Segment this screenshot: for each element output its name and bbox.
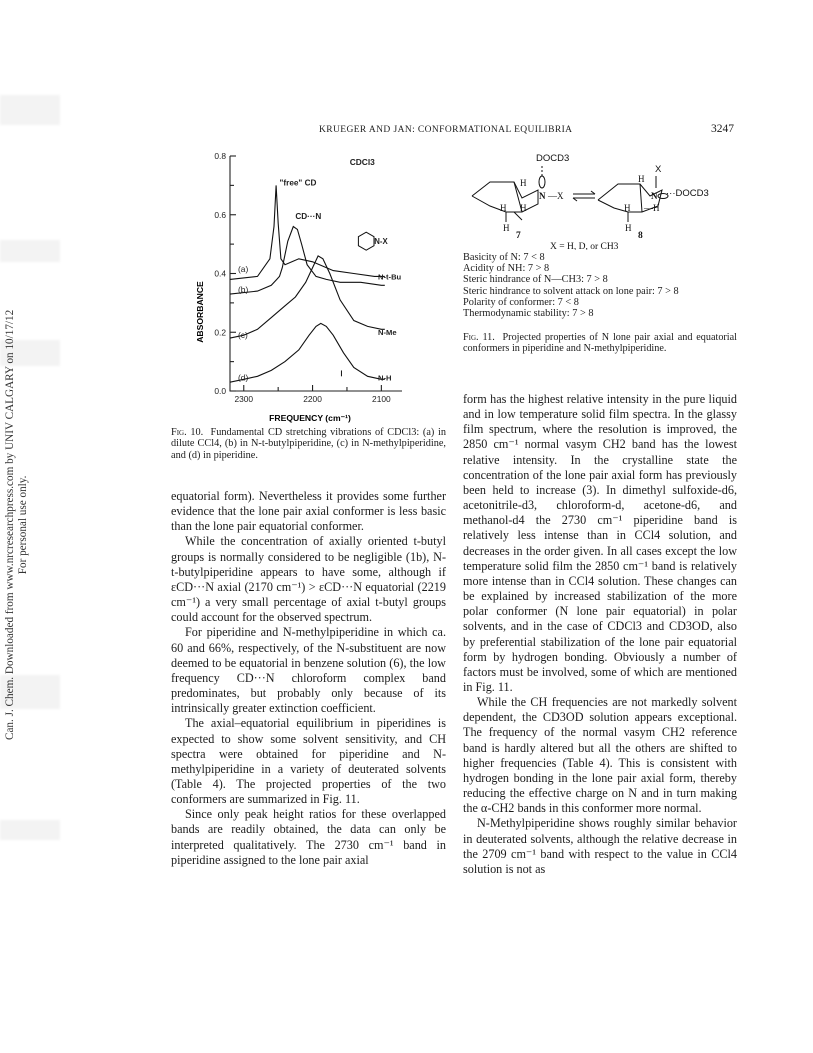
series-line — [230, 323, 385, 382]
property-line: Basicity of N: 7 < 8 — [463, 252, 545, 263]
svg-text:H: H — [638, 174, 645, 184]
paragraph: Since only peak height ratios for these overlapped bands are readily obtained, the data can only be interpreted qualitatively. The 2730 cm⁻¹ band in piperidine assigned to the lone pair axial — [171, 807, 446, 867]
x-tick-label: 2300 — [234, 394, 254, 404]
y-tick-label: 0.0 — [214, 386, 226, 396]
svg-text:H: H — [500, 203, 507, 213]
y-tick-label: 0.6 — [214, 209, 226, 220]
solvent-label: CDCl3 — [349, 156, 375, 167]
body-column-right — [463, 392, 737, 877]
chart-tick-labels — [214, 151, 391, 404]
figure-11-caption — [463, 332, 737, 355]
svg-text:N: N — [651, 191, 658, 201]
curve-label: (b) — [238, 284, 249, 295]
cd-n-label: CD···N — [295, 212, 322, 222]
watermark-line-1: Can. J. Chem. Downloaded from www.nrcresearchpress.com by UNIV CALGARY on 10/17/12 — [4, 309, 16, 740]
conformer-7-atoms — [500, 178, 564, 233]
x-substituent-label: X — [655, 164, 662, 175]
y-tick-label: 0.8 — [214, 151, 226, 161]
free-cd-label: "free" CD — [279, 178, 317, 188]
svg-text:H: H — [503, 223, 510, 233]
svg-text:H: H — [520, 203, 527, 213]
x-axis-label: FREQUENCY (cm⁻¹) — [269, 413, 351, 423]
y-tick-label: 0.2 — [214, 327, 226, 338]
y-tick-label: 0.4 — [214, 268, 226, 279]
property-line: Steric hindrance of N—CH3: 7 > 8 — [463, 274, 608, 286]
svg-text:N: N — [539, 191, 546, 201]
curve-name: N-H — [378, 373, 392, 383]
curve-label: (d) — [238, 372, 249, 383]
download-watermark — [4, 310, 30, 740]
x-tick-label: 2100 — [372, 394, 391, 404]
curve-name: N-t-Bu — [378, 272, 402, 282]
curve-label: (a) — [238, 264, 249, 275]
page-number: 3247 — [711, 123, 734, 135]
caption-label: Fig. 11. — [463, 332, 495, 343]
svg-text:H: H — [625, 223, 632, 233]
running-head: KRUEGER AND JAN: CONFORMATIONAL EQUILIBRIA — [319, 125, 573, 135]
ring-substituent-label: N-X — [374, 237, 388, 247]
property-line: Thermodynamic stability: 7 > 8 — [463, 308, 594, 320]
figure-11-properties — [463, 252, 679, 319]
docd3-top-label: DOCD3 — [536, 153, 570, 164]
paragraph: N-Methylpiperidine shows roughly similar behavior in deuterated solvents, although the relative decrease in the 2709 cm⁻¹ band with respect to the value in CCl4 solution is not as — [463, 816, 737, 876]
conformer-8-structure — [598, 176, 668, 222]
body-column-left — [171, 489, 446, 868]
piperidine-ring-icon — [358, 232, 374, 250]
svg-text:—H: —H — [644, 203, 660, 213]
property-line: Acidity of NH: 7 > 8 — [463, 263, 550, 275]
paragraph: While the concentration of axially oriented t-butyl groups is normally considered to be negligible (1b), N-t-butylpiperidine appears to have some, although if εCD···N axial (2170 cm⁻¹) > εCD···N equatorial (2219 cm⁻¹) a very small percentage of axial t-butyl groups could account for the observed spectrum. — [171, 534, 446, 625]
paragraph: form has the highest relative intensity in the pure liquid and in low temperature solid film spectra. In the glassy film spectrum, where the resolution is improved, the 2850 cm⁻¹ normal νasym CH2 band has the lowest relative intensity. In the crystalline state the concentration of the lone pair axial form has previously been held to increase (3). In dimethyl sulfoxide-d6, acetonitrile-d3, chloroform-d, acetone-d6, and methanol-d4 the 2730 cm⁻¹ piperidine band is relatively less intense than in CCl4 solution, and decreases in the order given. In all cases except the low temperature solid film the 2850 cm⁻¹ band is relatively more intense than in CCl4 solution. These changes can be explained by increased stabilization of the more polar conformer (N lone pair equatorial) in polar solvents, and in the case of CDCl3 and CD3OD, also by preferential stabilization of the lone pair equatorial form by hydrogen bonding. Obviously a number of factors must be involved, some of which are mentioned in Fig. 11. — [463, 392, 737, 694]
svg-text:—X: —X — [548, 191, 564, 201]
property-line: Polarity of conformer: 7 < 8 — [463, 296, 579, 308]
caption-text: Projected properties of N lone pair axial and equatorial conformers in piperidine and N-methylpiperidine. — [463, 332, 737, 355]
figure-11-conformers — [462, 148, 742, 250]
curve-label: (c) — [238, 330, 248, 341]
chart-axes — [230, 156, 402, 391]
y-axis-label: ABSORBANCE — [195, 281, 205, 343]
watermark-line-2: For personal use only. — [17, 475, 29, 575]
paragraph: For piperidine and N-methylpiperidine in which ca. 60 and 66%, respectively, of the N-substituent are now deemed to be equatorial in benzene solution (6), the low frequency CD···N chloroform complex band predominates, but probably only because of its intrinsically greater extinction coefficient. — [171, 625, 446, 716]
caption-text: Fundamental CD stretching vibrations of CDCl3: (a) in dilute CCl4, (b) in N-t-butylpiperidine, (c) in N-methylpiperidine, and (d) in piperidine. — [171, 427, 446, 461]
substituent-definition: X = H, D, or CH3 — [550, 242, 619, 250]
scan-artifact — [0, 820, 60, 840]
compound-7-label: 7 — [516, 231, 521, 241]
compound-8-label: 8 — [638, 231, 643, 241]
figure-10-chart — [190, 144, 420, 429]
series-line — [230, 256, 385, 341]
curve-name: N-Me — [378, 328, 397, 338]
caption-label: Fig. 10. — [171, 427, 204, 438]
property-line: Steric hindrance to solvent attack on lone pair: 7 > 8 — [463, 285, 679, 297]
docd3-right-label: ···DOCD3 — [666, 188, 709, 199]
scan-artifact — [0, 95, 60, 125]
chart-frame — [230, 156, 402, 391]
scan-artifact — [0, 240, 60, 262]
svg-text:H: H — [520, 178, 527, 188]
equilibrium-arrows — [573, 191, 595, 201]
paragraph: equatorial form). Nevertheless it provides some further evidence that the lone pair axial conformer is less basic than the lone pair equatorial conformer. — [171, 489, 446, 534]
x-tick-label: 2200 — [303, 394, 322, 404]
conformer-7-structure — [472, 166, 545, 222]
figure-10-caption — [171, 427, 446, 461]
svg-text:H: H — [624, 203, 631, 213]
conformer-8-atoms — [624, 174, 660, 233]
paragraph: While the CH frequencies are not markedly solvent dependent, the CD3OD solution appears exceptional. The frequency of the normal νasym CH2 reference band is hardly altered but all the others are shifted to higher frequencies (Table 4). This is consistent with hydrogen bonding in the lone pair axial form, thereby reducing the effective charge on N and in turn making the α-CH2 bands in this conformer more normal. — [463, 695, 737, 816]
paragraph: The axial–equatorial equilibrium in piperidines is expected to show some solvent sensitivity, and CH spectra were obtained for piperidine and N-methylpiperidine in a variety of deuterated solvents (Table 4). The projected properties of the two conformers are summarized in Fig. 11. — [171, 716, 446, 807]
